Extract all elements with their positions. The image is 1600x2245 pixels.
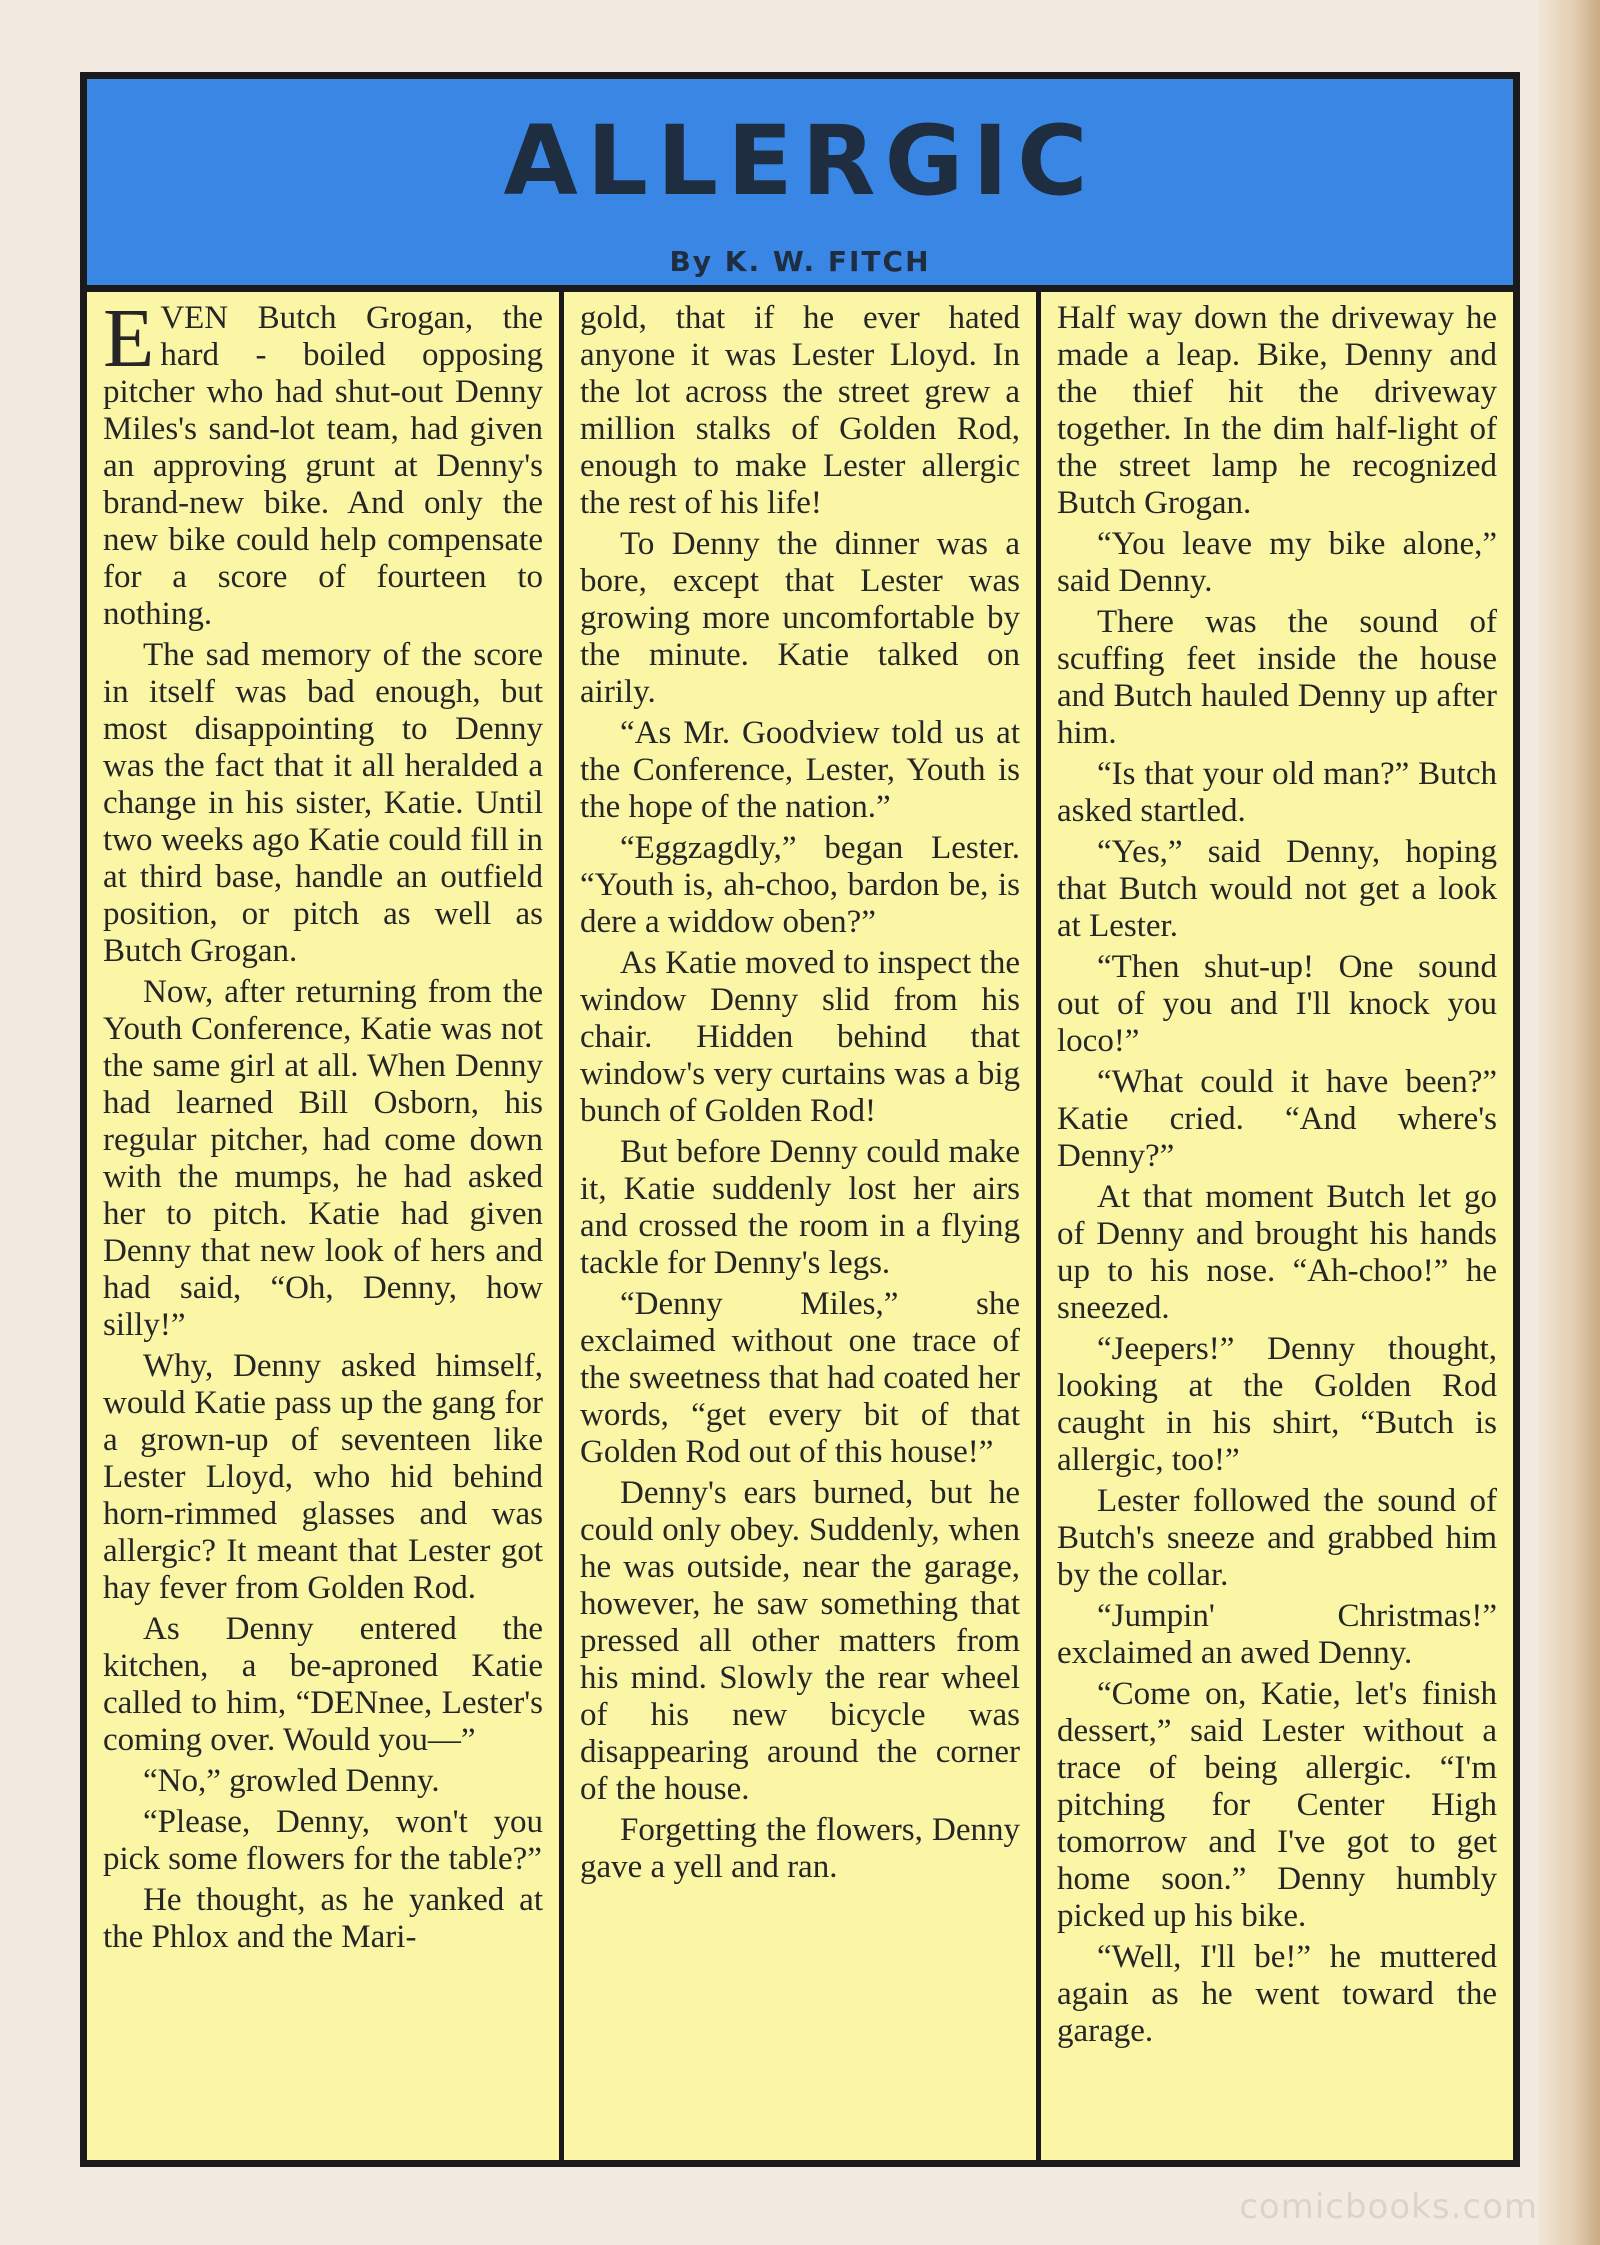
paragraph: “Yes,” said Denny, hoping that Butch would not get a look at Lester. xyxy=(1057,834,1497,944)
text-columns xyxy=(87,292,1513,2160)
byline: By K. W. FITCH xyxy=(669,245,931,278)
text-column-3 xyxy=(1036,292,1513,2160)
paragraph: At that moment Butch let go of Denny and brought his hands up to his nose. “Ah-choo!” he sneezed. xyxy=(1057,1179,1497,1326)
paragraph: gold, that if he ever hated anyone it was Lester Lloyd. In the lot across the street grew a million stalks of Golden Rod, enough to make Lester allergic the rest of his life! xyxy=(580,300,1020,521)
paragraph: EVEN Butch Grogan, the hard - boiled opposing pitcher who had shut-out Denny Miles's sand-lot team, had given an approving grunt at Denny's brand-new bike. And only the new bike could help compensate for a score of fourteen to nothing. xyxy=(103,292,543,632)
paragraph: Lester followed the sound of Butch's sneeze and grabbed him by the collar. xyxy=(1057,1483,1497,1593)
paragraph: “As Mr. Goodview told us at the Conference, Lester, Youth is the hope of the nation.” xyxy=(580,715,1020,825)
watermark: comicbooks.com xyxy=(1239,2187,1538,2227)
book-spine xyxy=(1538,0,1600,2245)
paragraph: As Katie moved to inspect the window Denny slid from his chair. Hidden behind that window's very curtains was a big bunch of Golden Rod! xyxy=(580,945,1020,1129)
paragraph: Why, Denny asked himself, would Katie pass up the gang for a grown-up of seventeen like Lester Lloyd, who hid behind horn-rimmed glasses and was allergic? It meant that Lester got hay fever from Golden Rod. xyxy=(103,1348,543,1606)
paragraph: Forgetting the flowers, Denny gave a yell and ran. xyxy=(580,1812,1020,1885)
paragraph: There was the sound of scuffing feet inside the house and Butch hauled Denny up after him. xyxy=(1057,604,1497,751)
text-column-2 xyxy=(559,292,1036,2160)
paragraph: “What could it have been?” Katie cried. “And where's Denny?” xyxy=(1057,1064,1497,1174)
paragraph: “Eggzagdly,” began Lester. “Youth is, ah-choo, bardon be, is dere a widdow oben?” xyxy=(580,830,1020,940)
paragraph: “You leave my bike alone,” said Denny. xyxy=(1057,526,1497,599)
paragraph: “Denny Miles,” she exclaimed without one trace of the sweetness that had coated her words, “get every bit of that Golden Rod out of this house!” xyxy=(580,1286,1020,1470)
paragraph: But before Denny could make it, Katie suddenly lost her airs and crossed the room in a flying tackle for Denny's legs. xyxy=(580,1134,1020,1281)
text-column-1 xyxy=(87,292,559,2160)
story-title: ALLERGIC xyxy=(503,105,1097,217)
paragraph: “Come on, Katie, let's finish dessert,” said Lester without a trace of being allergic. “I'm pitching for Center High tomorrow and I've got to get home soon.” Denny humbly picked up his bike. xyxy=(1057,1676,1497,1934)
paragraph: He thought, as he yanked at the Phlox and the Mari- xyxy=(103,1882,543,1955)
paragraph: Now, after returning from the Youth Conference, Katie was not the same girl at all. When Denny had learned Bill Osborn, his regular pitcher, had come down with the mumps, he had asked her to pitch. Katie had given Denny that new look of hers and had said, “Oh, Denny, how silly!” xyxy=(103,974,543,1343)
paragraph: Half way down the driveway he made a leap. Bike, Denny and the thief hit the driveway together. In the dim half-light of the street lamp he recognized Butch Grogan. xyxy=(1057,300,1497,521)
paragraph: “Please, Denny, won't you pick some flowers for the table?” xyxy=(103,1804,543,1877)
title-banner xyxy=(87,79,1513,292)
paragraph: As Denny entered the kitchen, a be-aproned Katie called to him, “DENnee, Lester's coming over. Would you—” xyxy=(103,1611,543,1758)
paragraph: To Denny the dinner was a bore, except that Lester was growing more uncomfortable by the minute. Katie talked on airily. xyxy=(580,526,1020,710)
paragraph: Denny's ears burned, but he could only obey. Suddenly, when he was outside, near the garage, however, he saw something that pressed all other matters from his mind. Slowly the rear wheel of his new bicycle was disappearing around the corner of the house. xyxy=(580,1475,1020,1807)
paragraph: “Then shut-up! One sound out of you and I'll knock you loco!” xyxy=(1057,949,1497,1059)
paragraph: “Well, I'll be!” he muttered again as he went toward the garage. xyxy=(1057,1939,1497,2049)
paragraph: “Is that your old man?” Butch asked startled. xyxy=(1057,756,1497,829)
story-page xyxy=(80,72,1520,2167)
paragraph: “Jumpin' Christmas!” exclaimed an awed Denny. xyxy=(1057,1598,1497,1671)
drop-cap: E xyxy=(103,292,155,385)
paragraph: The sad memory of the score in itself was bad enough, but most disappointing to Denny was the fact that it all heralded a change in his sister, Katie. Until two weeks ago Katie could fill in at third base, handle an outfield position, or pitch as well as Butch Grogan. xyxy=(103,637,543,969)
paragraph: “Jeepers!” Denny thought, looking at the Golden Rod caught in his shirt, “Butch is allergic, too!” xyxy=(1057,1331,1497,1478)
paragraph: “No,” growled Denny. xyxy=(143,1763,440,1799)
